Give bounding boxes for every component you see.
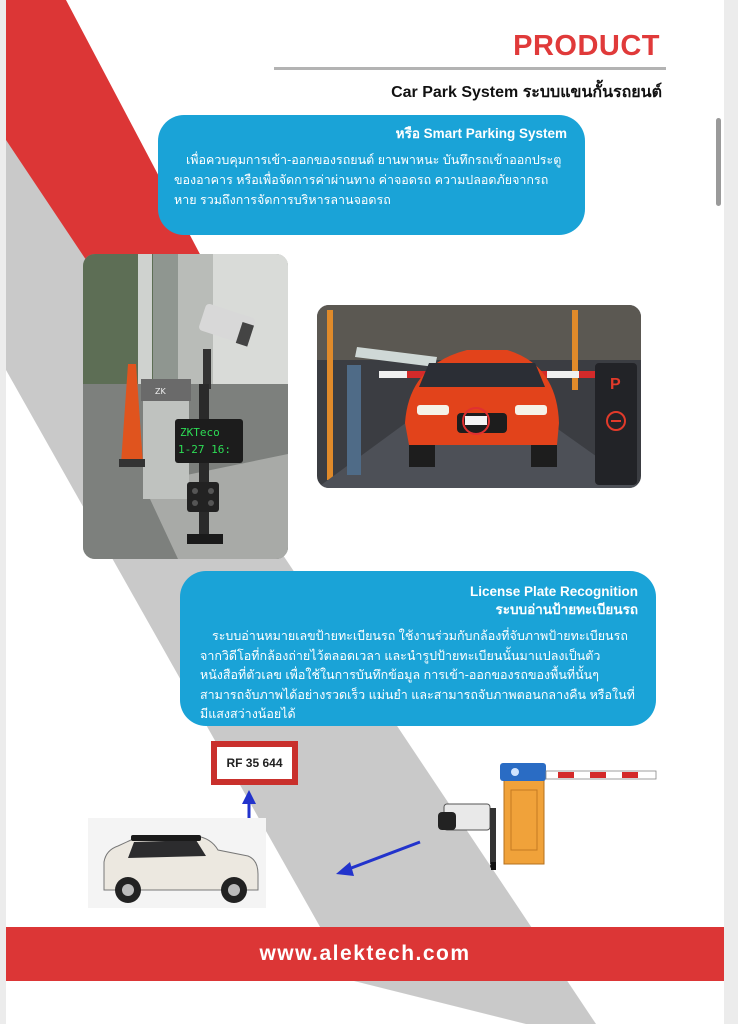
smart-parking-body: เพื่อควบคุมการเข้า-ออกของรถยนต์ ยานพาหนะ บันทึกรถเข้าออกประตูของอาคาร หรือเพื่อจัดการค่าผ่านทาง ค่าจอดรถ ความปลอดภัยจากรถหาย รวมถึงการจัดการบริหารลานจอดรถ — [174, 153, 562, 207]
license-plate — [211, 741, 298, 785]
lpr-body: ระบบอ่านหมายเลขป้ายทะเบียนรถ ใช้งานร่วมกับกล้องที่จับภาพป้ายทะเบียนรถจากวิดีโอที่กล้องถ่ายไว้ตลอดเวลา และนำรูปป้ายทะเบียนนั้นมาแปลงเป็นตัวหนังสือที่ตัวเลข เพื่อใช้ในการบันทึกข้อมูล การเข้า-ออกของรถของพื้นที่นั้นๆ สามารถจับภาพได้อย่างรวดเร็ว แม่นยำ และสามารถจับภาพตอนกลางคืน หรือในที่มีแสงสว่างน้อยได้ — [200, 629, 635, 721]
brochure-page — [6, 0, 724, 1024]
display-time: 1-27 16: — [178, 443, 231, 456]
smart-parking-title: หรือ Smart Parking System — [395, 126, 567, 141]
lpr-title-th: ระบบอ่านป้ายทะเบียนรถ — [495, 602, 638, 617]
display-brand: ZKTeco — [180, 426, 220, 439]
lpr-card — [180, 571, 656, 726]
garage-barrier-photo — [317, 305, 641, 488]
parking-sign-letter: P — [610, 376, 621, 393]
kiosk-photo — [83, 254, 288, 559]
kiosk-brand-label: ZK — [155, 387, 166, 396]
website-link[interactable]: www.alektech.com — [259, 942, 471, 965]
plate-number: RF 35 644 — [217, 747, 292, 779]
scrollbar-thumb[interactable] — [716, 118, 721, 206]
title-divider — [274, 67, 666, 70]
footer-bar — [6, 927, 724, 981]
page-subtitle: Car Park System ระบบแขนกั้นรถยนต์ — [391, 84, 662, 101]
smart-parking-card — [158, 115, 585, 235]
page-title: PRODUCT — [513, 30, 660, 62]
lpr-title-en: License Plate Recognition — [469, 584, 638, 599]
